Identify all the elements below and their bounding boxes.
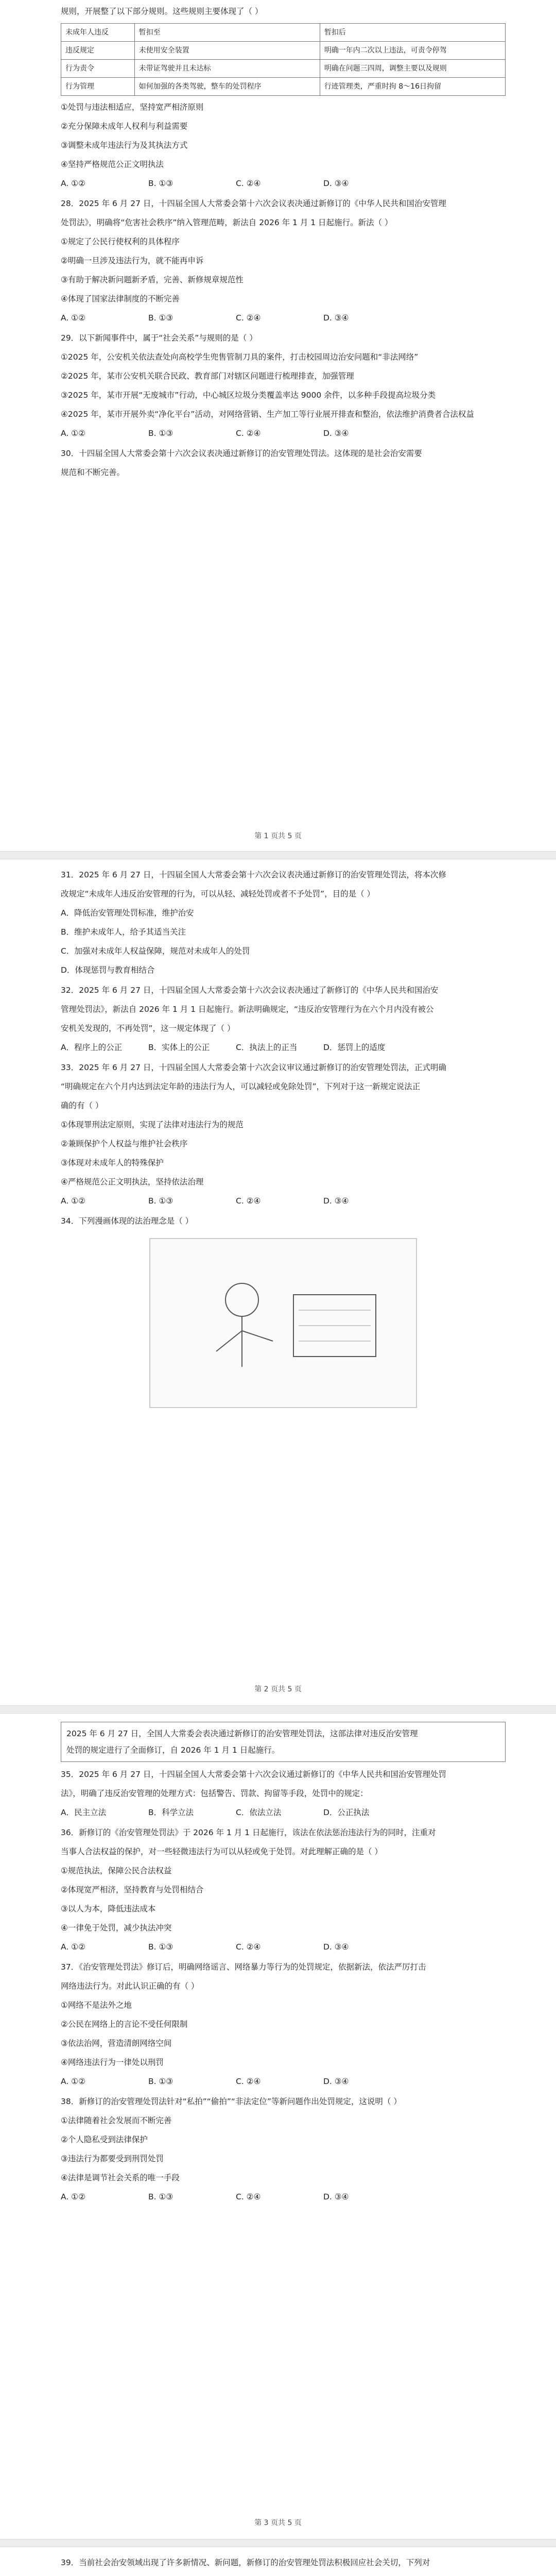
option: B. ①③	[148, 2077, 173, 2086]
answer-options	[61, 1192, 506, 1211]
cartoon-frame	[150, 1239, 416, 1408]
table-cell: 行为管理	[61, 78, 135, 96]
option: D．惩罚上的适度	[323, 1043, 386, 1052]
option: A. ①②	[61, 179, 85, 188]
option: B. ①③	[148, 1942, 173, 1952]
question-text: 法》，明确了违反治安管理的处理方式：包括警告、罚款、拘留等手段，处罚中的规定：	[61, 1789, 368, 1798]
answer-options	[61, 1803, 506, 1822]
question-31	[61, 866, 506, 980]
question-text: 32．2025 年 6 月 27 日，十四届全国人大常委会第十六次会议表决通过了新修订的《中华人民共和国治安	[61, 986, 439, 995]
table-cell: 如何加强的各类驾驶，整车的处罚程序	[134, 78, 320, 96]
option: B. ①③	[148, 2192, 173, 2201]
statement: ③违法行为都要受到刑罚处罚	[61, 2154, 164, 2163]
statement: ④网络违法行为一律处以刑罚	[61, 2058, 164, 2067]
statement: ④法律是调节社会关系的唯一手段	[61, 2173, 180, 2182]
answer-options	[61, 174, 506, 193]
table-cell: 行为责令	[61, 60, 135, 78]
question-text: 安机关发现的，不再处罚”，这一规定体现了（ ）	[61, 1024, 235, 1033]
rules-table	[61, 23, 506, 96]
page-footer: 第 3 页共 5 页	[254, 2519, 302, 2527]
material-text: 处罚的规定进行了全面修订，自 2026 年 1 月 1 日起施行。	[66, 1745, 280, 1755]
statement: ④坚持严格规范公正文明执法	[61, 160, 164, 169]
question-text: 确的有（ ）	[61, 1101, 103, 1110]
answer-options	[61, 1038, 506, 1057]
option: B. ①③	[148, 313, 173, 323]
option: A．降低治安管理处罚标准，维护治安	[61, 908, 194, 918]
statement: ④严格规范公正文明执法，坚持依法治理	[61, 1177, 204, 1187]
statement: ②个人隐私受到法律保护	[61, 2135, 148, 2144]
table-cell: 明确在问题三四周，调整主要以及规则	[320, 60, 505, 78]
statement: ④一律免于处罚，减少执法冲突	[61, 1923, 172, 1933]
page-separator	[0, 2539, 556, 2547]
option: C. ②④	[236, 2077, 261, 2086]
material-text: 2025 年 6 月 27 日，全国人大常委会表决通过新修订的治安管理处罚法，这部法律对违反治安管理	[66, 1729, 418, 1738]
table-cell: 未成年人违反	[61, 24, 135, 42]
statement: ③有助于解决新问题新矛盾，完善、新修规章规范性	[61, 275, 244, 284]
answer-options	[61, 1938, 506, 1957]
option: A．程序上的公正	[61, 1043, 123, 1052]
question-text: 当事人合法权益的保护，对一些轻微违法行为可以从轻或免于处罚。对此理解正确的是（ ）	[61, 1847, 383, 1856]
option: C. ②④	[236, 429, 261, 438]
question-text: 33．2025 年 6 月 27 日，十四届全国人大常委会第十六次会议审议通过新修订的治安管理处罚法，正式明确	[61, 1063, 446, 1072]
question-text: 36．新修订的《治安管理处罚法》于 2026 年 1 月 1 日起施行，该法在依法惩治违法行为的同时，注重对	[61, 1828, 436, 1837]
answer-options	[61, 309, 506, 328]
statement: ③依法治网，营造清朗网络空间	[61, 2039, 172, 2048]
option: C．加强对未成年人权益保障，规范对未成年人的处罚	[61, 946, 250, 956]
question-text: 28．2025 年 6 月 27 日，十四届全国人大常委会第十六次会议表决通过新修订的《中华人民共和国治安管理	[61, 199, 446, 208]
option: C．依法立法	[236, 1808, 282, 1817]
option: A. ①②	[61, 2192, 85, 2201]
option: B．科学立法	[148, 1808, 194, 1817]
statement: ①2025 年，公安机关依法查处向高校学生兜售管制刀具的案件，打击校园周边治安问题和“非法网络”	[61, 352, 419, 362]
table-cell: 未带证驾驶并且未达标	[134, 60, 320, 78]
page-separator	[0, 851, 556, 859]
option: C. ②④	[236, 179, 261, 188]
option: D. ③④	[323, 429, 349, 438]
page-2	[0, 859, 556, 1704]
option: D. ③④	[323, 2192, 349, 2201]
table-cell: 暂扣至	[134, 24, 320, 42]
option: C．执法上的正当	[236, 1043, 298, 1052]
option: D．体现惩罚与教育相结合	[61, 965, 155, 975]
option: B. ①③	[148, 1196, 173, 1206]
question-35	[61, 1765, 506, 1822]
question-text: 38．新修订的治安管理处罚法针对“私拍”“偷拍”“非法定位”等新问题作出处罚规定，这说明（ ）	[61, 2097, 402, 2106]
option: B. ①③	[148, 429, 173, 438]
option: D. ③④	[323, 2077, 349, 2086]
option: D. ③④	[323, 179, 349, 188]
statement: ③2025 年，某市开展“无废城市”行动，中心城区垃圾分类覆盖率达 9000 余件，以多种手段提高垃圾分类	[61, 391, 436, 400]
option: A. ①②	[61, 1196, 85, 1206]
question-33	[61, 1058, 506, 1211]
statement: ③调整未成年违法行为及其执法方式	[61, 141, 188, 150]
statement: ②2025 年，某市公安机关联合民政、教育部门对辖区问题进行梳理排查，加强管理	[61, 371, 354, 381]
question-34	[61, 1212, 506, 1408]
statement: ①规范执法，保障公民合法权益	[61, 1866, 172, 1875]
question-32	[61, 981, 506, 1057]
question-30	[61, 444, 506, 482]
question-text: “明确规定在六个月内达到法定年龄的违法行为人，可以减轻或免除处罚”，下列对于这一新规定说法正	[61, 1082, 421, 1091]
question-text: 34．下列漫画体现的法治理念是（ ）	[61, 1216, 194, 1226]
statement: ②兼顾保护个人权益与维护社会秩序	[61, 1139, 188, 1148]
question-text: 30．十四届全国人大常委会第十六次会议表决通过新修订的治安管理处罚法。这体现的是社会治安需要	[61, 449, 422, 458]
page-footer: 第 1 页共 5 页	[254, 832, 302, 840]
page-separator	[0, 1705, 556, 1714]
option: C. ②④	[236, 313, 261, 323]
option: A. ①②	[61, 1942, 85, 1952]
question-text: 处罚法》，明确将“危害社会秩序”纳入管理范畴，新法自 2026 年 1 月 1 日起施行。新法（ ）	[61, 218, 393, 227]
question-text: 31．2025 年 6 月 27 日，十四届全国人大常委会第十六次会议表决通过新修订的治安管理处罚法，将本次修	[61, 870, 446, 879]
question-text: 37．《治安管理处罚法》修订后，明确网络谣言、网络暴力等行为的处罚规定，依据新法，依法严厉打击	[61, 1962, 426, 1972]
answer-options	[61, 2072, 506, 2091]
question-38	[61, 2092, 506, 2207]
option: B．实体上的公正	[148, 1043, 210, 1052]
question-text: 35．2025 年 6 月 27 日，十四届全国人大常委会第十六次会议通过新修订的《中华人民共和国治安管理处罚	[61, 1770, 446, 1779]
material-box	[61, 1722, 506, 1762]
question-36	[61, 1823, 506, 1957]
answer-options	[61, 424, 506, 443]
table-cell: 违反规定	[61, 42, 135, 60]
statement: ②体现宽严相济，坚持教育与处罚相结合	[61, 1885, 204, 1894]
question-29	[61, 329, 506, 443]
question-37	[61, 1958, 506, 2091]
question-text: 39．当前社会治安领域出现了许多新情况、新问题，新修订的治安管理处罚法积极回应社会关切，下列对	[61, 2558, 430, 2567]
statement: ①法律随着社会发展而不断完善	[61, 2116, 172, 2125]
statement: ③以人为本，降低违法成本	[61, 1904, 156, 1913]
option: B. ①③	[148, 179, 173, 188]
option: D．公正执法	[323, 1808, 370, 1817]
page-4	[0, 2547, 556, 2576]
option: A. ①②	[61, 313, 85, 323]
question-28	[61, 194, 506, 328]
table-cell: 明确一年内二次以上违法，可责令停驾	[320, 42, 505, 60]
table-cell: 行迹管理类，严重时拘 8～16日拘留	[320, 78, 505, 96]
statement: ①规定了公民行使权利的具体程序	[61, 237, 180, 246]
question-text	[61, 2572, 506, 2576]
question-text: 规范和不断完善。	[61, 468, 125, 477]
option: C. ②④	[236, 1196, 261, 1206]
option: A．民主立法	[61, 1808, 107, 1817]
question-text: 管理处罚法》，新法自 2026 年 1 月 1 日起施行。新法明确规定，“违反治安管理行为在六个月内没有被公	[61, 1005, 434, 1014]
option: D. ③④	[323, 313, 349, 323]
statement: ④2025 年，某市开展外卖“净化平台”活动，对网络营销、生产加工等行业展开排查和整治，依法维护消费者合法权益	[61, 410, 474, 419]
page-footer: 第 2 页共 5 页	[254, 1685, 302, 1693]
question-text: 改规定“未成年人违反治安管理的行为，可以从轻、减轻处罚或者不予处罚”，目的是（ ）	[61, 889, 375, 899]
table-cell: 暂扣后	[320, 24, 505, 42]
option: D. ③④	[323, 1942, 349, 1952]
option: A. ①②	[61, 2077, 85, 2086]
option: C. ②④	[236, 1942, 261, 1952]
statement: ①处罚与违法相适应，坚持宽严相济原则	[61, 103, 204, 112]
question-text: 网络违法行为。对此认识正确的有（ ）	[61, 1981, 199, 1991]
question-text: 29．以下新闻事件中，属于“社会关系”与规则的是（ ）	[61, 333, 257, 343]
option: B．维护未成年人，给予其适当关注	[61, 927, 186, 937]
question-39	[61, 2553, 506, 2576]
option: D. ③④	[323, 1196, 349, 1206]
statement: ③体现对未成年人的特殊保护	[61, 1158, 164, 1167]
question-intro: 规则，开展整了以下部分规则。这些规则主要体现了（ ）	[61, 7, 263, 16]
statement: ②公民在网络上的言论不受任何限制	[61, 2020, 188, 2029]
answer-options	[61, 2188, 506, 2207]
page-1	[0, 0, 556, 850]
statement: ④体现了国家法律制度的不断完善	[61, 294, 180, 303]
option: C. ②④	[236, 2192, 261, 2201]
table-cell: 未使用安全装置	[134, 42, 320, 60]
page-3	[0, 1714, 556, 2538]
statement: ①网络不是法外之地	[61, 2001, 132, 2010]
statement: ②充分保障未成年人权利与利益需要	[61, 122, 188, 131]
statement: ②明确一旦涉及违法行为，就不能再申诉	[61, 256, 204, 265]
statement: ①体现罪刑法定原则，实现了法律对违法行为的规范	[61, 1120, 244, 1129]
option: A. ①②	[61, 429, 85, 438]
cartoon-illustration	[149, 1238, 417, 1408]
